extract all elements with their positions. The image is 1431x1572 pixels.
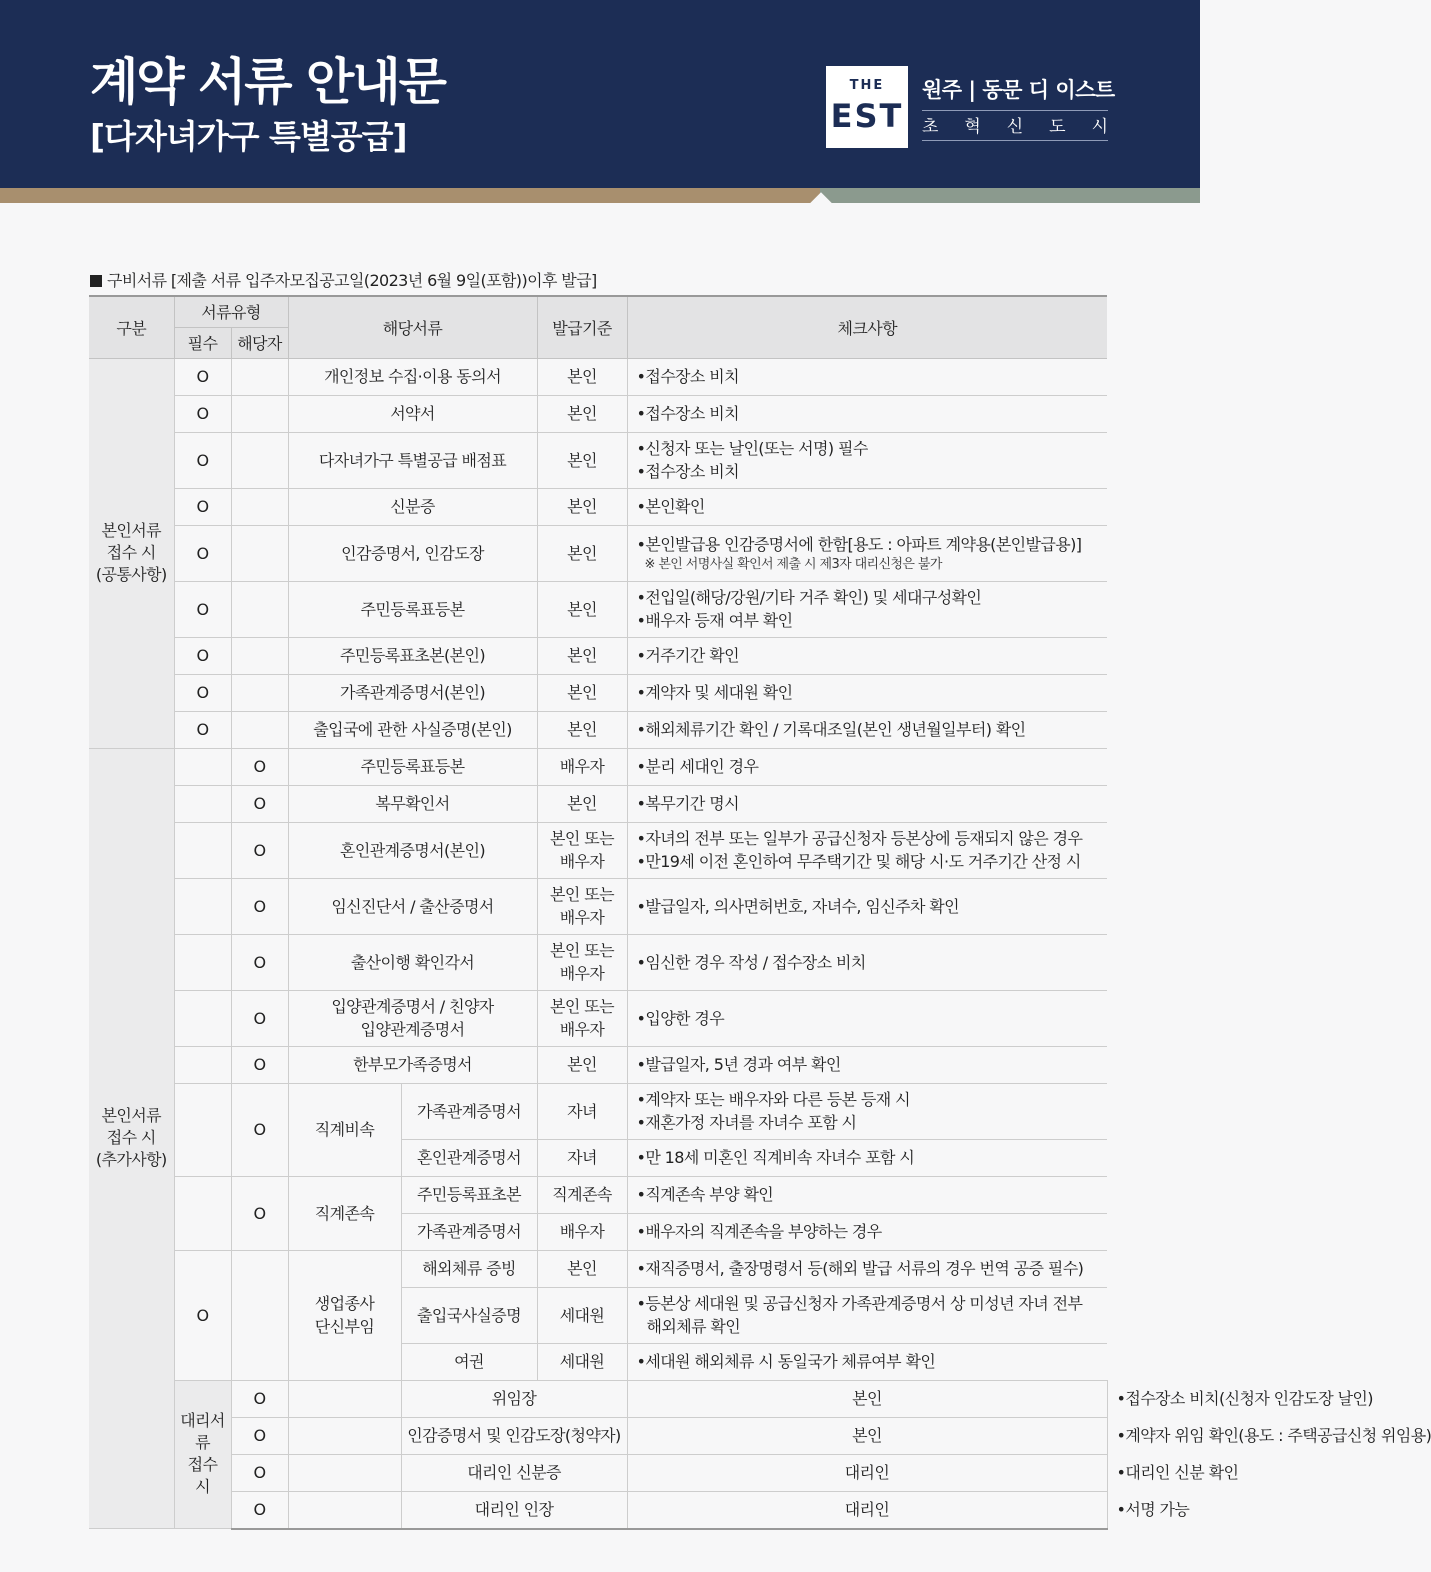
issuer: 본인 bbox=[537, 358, 627, 395]
table-row bbox=[89, 1250, 1107, 1287]
document-group: 생업종사 단신부임 bbox=[288, 1250, 401, 1380]
table-row bbox=[89, 878, 1107, 934]
table-row bbox=[89, 525, 1107, 581]
applicable-mark: O bbox=[231, 785, 288, 822]
required-mark: O bbox=[231, 1491, 288, 1529]
header-banner bbox=[0, 0, 1200, 188]
check-item: •접수장소 비치 bbox=[627, 358, 1107, 395]
table-row bbox=[89, 1083, 1107, 1139]
header-applicable: 해당자 bbox=[231, 327, 288, 358]
tagline-char: 신 bbox=[1006, 117, 1024, 137]
issuer: 본인 bbox=[627, 1380, 1107, 1417]
check-item: •직계존속 부양 확인 bbox=[627, 1176, 1107, 1213]
document-name: 주민등록표등본 bbox=[288, 581, 537, 637]
document-name: 인감증명서 및 인감도장(청약자) bbox=[401, 1417, 627, 1454]
table-row bbox=[89, 432, 1107, 488]
issuer: 본인 또는 배우자 bbox=[537, 990, 627, 1046]
issuer: 대리인 bbox=[627, 1454, 1107, 1491]
required-mark: O bbox=[174, 395, 231, 432]
issuer: 자녀 bbox=[537, 1083, 627, 1139]
issuer: 배우자 bbox=[537, 748, 627, 785]
header-doc-type: 서류유형 bbox=[174, 296, 288, 327]
document-name: 혼인관계증명서(본인) bbox=[288, 822, 537, 878]
required-mark: O bbox=[231, 1454, 288, 1491]
document-name: 출입국에 관한 사실증명(본인) bbox=[288, 711, 537, 748]
check-item: •등본상 세대원 및 공급신청자 가족관계증명서 상 미성년 자녀 전부 해외체류 확인 bbox=[627, 1287, 1107, 1343]
check-item: •거주기간 확인 bbox=[627, 637, 1107, 674]
logo-est-text: EST bbox=[830, 97, 904, 135]
applicable-mark: O bbox=[231, 1083, 288, 1176]
category-proxy: 대리서류 접수 시 bbox=[174, 1380, 231, 1529]
table-row bbox=[89, 990, 1107, 1046]
document-name: 한부모가족증명서 bbox=[288, 1046, 537, 1083]
table-row bbox=[89, 1046, 1107, 1083]
issuer: 본인 bbox=[537, 637, 627, 674]
the-est-logo bbox=[826, 66, 908, 148]
document-name: 대리인 신분증 bbox=[401, 1454, 627, 1491]
page-subtitle: [다자녀가구 특별공급] bbox=[90, 117, 407, 156]
check-item: •신청자 또는 날인(또는 서명) 필수 •접수장소 비치 bbox=[627, 432, 1107, 488]
table-row: O 대리인 신분증 대리인 •대리인 신분 확인 bbox=[89, 1454, 1107, 1491]
applicable-mark: O bbox=[231, 990, 288, 1046]
table-row: 대리서류 접수 시 O 위임장 본인 •접수장소 비치(신청자 인감도장 날인) bbox=[89, 1380, 1107, 1417]
check-item: •자녀의 전부 또는 일부가 공급신청자 등본상에 등재되지 않은 경우 •만19세 이전 혼인하여 무주택기간 및 해당 시·도 거주기간 산정 시 bbox=[627, 822, 1107, 878]
check-item: •본인확인 bbox=[627, 488, 1107, 525]
required-mark: O bbox=[231, 1417, 288, 1454]
check-item: •본인발급용 인감증명서에 한함[용도 : 아파트 계약용(본인발급용)] ※ 본인 서명사실 확인서 제출 시 제3자 대리신청은 불가 bbox=[627, 525, 1107, 581]
applicable-mark: O bbox=[231, 1046, 288, 1083]
required-mark: O bbox=[174, 525, 231, 581]
section-title-text: 구비서류 [제출 서류 입주자모집공고일(2023년 6월 9일(포함))이후 발급] bbox=[107, 271, 597, 290]
table-row bbox=[89, 1176, 1107, 1213]
table-row bbox=[89, 711, 1107, 748]
check-item: •복무기간 명시 bbox=[627, 785, 1107, 822]
check-item: •분리 세대인 경우 bbox=[627, 748, 1107, 785]
document-name: 위임장 bbox=[401, 1380, 627, 1417]
table-row bbox=[89, 822, 1107, 878]
issuer: 본인 또는 배우자 bbox=[537, 878, 627, 934]
applicable-mark: O bbox=[231, 1176, 288, 1250]
check-item: •임신한 경우 작성 / 접수장소 비치 bbox=[627, 934, 1107, 990]
check-note: ※ 본인 서명사실 확인서 제출 시 제3자 대리신청은 불가 bbox=[644, 556, 942, 572]
issuer: 본인 또는 배우자 bbox=[537, 822, 627, 878]
table-row bbox=[89, 934, 1107, 990]
tagline-char: 시 bbox=[1091, 117, 1108, 137]
logo-the-text: THE bbox=[849, 78, 885, 93]
document-name: 주민등록표등본 bbox=[288, 748, 537, 785]
check-item: •전입일(해당/강원/기타 거주 확인) 및 세대구성확인 •배우자 등재 여부 확인 bbox=[627, 581, 1107, 637]
check-item: •발급일자, 5년 경과 여부 확인 bbox=[627, 1046, 1107, 1083]
required-mark: O bbox=[174, 432, 231, 488]
check-item: •세대원 해외체류 시 동일국가 체류여부 확인 bbox=[627, 1343, 1107, 1380]
document-name: 주민등록표초본 bbox=[401, 1176, 537, 1213]
check-item: •입양한 경우 bbox=[627, 990, 1107, 1046]
table-row bbox=[89, 785, 1107, 822]
document-group: 직계존속 bbox=[288, 1176, 401, 1250]
check-item: •해외체류기간 확인 / 기록대조일(본인 생년월일부터) 확인 bbox=[627, 711, 1107, 748]
header-issuer: 발급기준 bbox=[537, 296, 627, 358]
accent-stripe-gold bbox=[0, 188, 820, 203]
issuer: 본인 bbox=[537, 674, 627, 711]
issuer: 본인 bbox=[537, 488, 627, 525]
check-item: •계약자 및 세대원 확인 bbox=[627, 674, 1107, 711]
brand-name: 원주 | 동문 디 이스트 bbox=[922, 74, 1108, 111]
required-mark: O bbox=[174, 358, 231, 395]
documents-table bbox=[89, 295, 1431, 1530]
header-document: 해당서류 bbox=[288, 296, 537, 358]
document-name: 복무확인서 bbox=[288, 785, 537, 822]
required-mark: O bbox=[174, 711, 231, 748]
category-common: 본인서류 접수 시 (공통사항) bbox=[89, 358, 174, 748]
accent-stripe-gray bbox=[820, 188, 1200, 203]
document-name: 주민등록표초본(본인) bbox=[288, 637, 537, 674]
table-row bbox=[89, 581, 1107, 637]
document-group: 직계비속 bbox=[288, 1083, 401, 1176]
page-title: 계약 서류 안내문 bbox=[90, 53, 445, 111]
issuer: 본인 bbox=[537, 395, 627, 432]
issuer: 본인 bbox=[627, 1417, 1107, 1454]
document-name: 서약서 bbox=[288, 395, 537, 432]
required-mark: O bbox=[174, 1250, 231, 1380]
document-name: 인감증명서, 인감도장 bbox=[288, 525, 537, 581]
brand-tagline bbox=[922, 112, 1108, 141]
issuer: 본인 bbox=[537, 711, 627, 748]
document-name: 대리인 인장 bbox=[401, 1491, 627, 1529]
applicable-mark: O bbox=[231, 878, 288, 934]
required-mark: O bbox=[231, 1380, 288, 1417]
table-row bbox=[89, 358, 1107, 395]
applicable-mark: O bbox=[231, 822, 288, 878]
issuer: 본인 bbox=[537, 432, 627, 488]
issuer: 본인 bbox=[537, 785, 627, 822]
check-item: •배우자의 직계존속을 부양하는 경우 bbox=[627, 1213, 1107, 1250]
document-name: 입양관계증명서 / 친양자입양관계증명서 bbox=[288, 990, 537, 1046]
document-name: 가족관계증명서(본인) bbox=[288, 674, 537, 711]
tagline-char: 혁 bbox=[964, 117, 981, 137]
applicable-mark: O bbox=[231, 748, 288, 785]
applicable-mark: O bbox=[231, 934, 288, 990]
document-name: 출산이행 확인각서 bbox=[288, 934, 537, 990]
required-mark: O bbox=[174, 674, 231, 711]
document-name: 여권 bbox=[401, 1343, 537, 1380]
tagline-char: 도 bbox=[1049, 117, 1066, 137]
issuer: 본인 bbox=[537, 1046, 627, 1083]
issuer: 본인 bbox=[537, 1250, 627, 1287]
document-name: 다자녀가구 특별공급 배점표 bbox=[288, 432, 537, 488]
issuer: 본인 bbox=[537, 581, 627, 637]
document-name: 해외체류 증빙 bbox=[401, 1250, 537, 1287]
document-name: 혼인관계증명서 bbox=[401, 1139, 537, 1176]
issuer: 세대원 bbox=[537, 1287, 627, 1343]
check-item: •발급일자, 의사면허번호, 자녀수, 임신주차 확인 bbox=[627, 878, 1107, 934]
check-item: •재직증명서, 출장명령서 등(해외 발급 서류의 경우 번역 공증 필수) bbox=[627, 1250, 1107, 1287]
issuer: 자녀 bbox=[537, 1139, 627, 1176]
table-row bbox=[89, 488, 1107, 525]
check-item: •계약자 또는 배우자와 다른 등본 등재 시 •재혼가정 자녀를 자녀수 포함 시 bbox=[627, 1083, 1107, 1139]
table-row bbox=[89, 395, 1107, 432]
table-row bbox=[89, 637, 1107, 674]
issuer: 본인 bbox=[537, 525, 627, 581]
header-check: 체크사항 bbox=[627, 296, 1107, 358]
issuer: 세대원 bbox=[537, 1343, 627, 1380]
table-row bbox=[89, 674, 1107, 711]
required-mark: O bbox=[174, 581, 231, 637]
category-additional: 본인서류 접수 시 (추가사항) bbox=[89, 748, 174, 1529]
header-required: 필수 bbox=[174, 327, 231, 358]
check-item: •접수장소 비치 bbox=[627, 395, 1107, 432]
required-mark: O bbox=[174, 488, 231, 525]
table-row: O 인감증명서 및 인감도장(청약자) 본인 •계약자 위임 확인(용도 : 주택공급신청 위임용) bbox=[89, 1417, 1107, 1454]
table-row bbox=[89, 748, 1107, 785]
required-mark: O bbox=[174, 637, 231, 674]
document-name: 가족관계증명서 bbox=[401, 1213, 537, 1250]
square-bullet-icon bbox=[90, 275, 102, 287]
document-name: 출입국사실증명 bbox=[401, 1287, 537, 1343]
document-name: 임신진단서 / 출산증명서 bbox=[288, 878, 537, 934]
issuer: 직계존속 bbox=[537, 1176, 627, 1213]
document-name: 가족관계증명서 bbox=[401, 1083, 537, 1139]
document-name: 개인정보 수집·이용 동의서 bbox=[288, 358, 537, 395]
issuer: 배우자 bbox=[537, 1213, 627, 1250]
header-category: 구분 bbox=[89, 296, 174, 358]
tagline-char: 초 bbox=[922, 117, 939, 137]
issuer: 대리인 bbox=[627, 1491, 1107, 1529]
check-item: •만 18세 미혼인 직계비속 자녀수 포함 시 bbox=[627, 1139, 1107, 1176]
table-row: O 대리인 인장 대리인 •서명 가능 bbox=[89, 1491, 1107, 1529]
document-name: 신분증 bbox=[288, 488, 537, 525]
section-title bbox=[90, 268, 597, 291]
issuer: 본인 또는 배우자 bbox=[537, 934, 627, 990]
